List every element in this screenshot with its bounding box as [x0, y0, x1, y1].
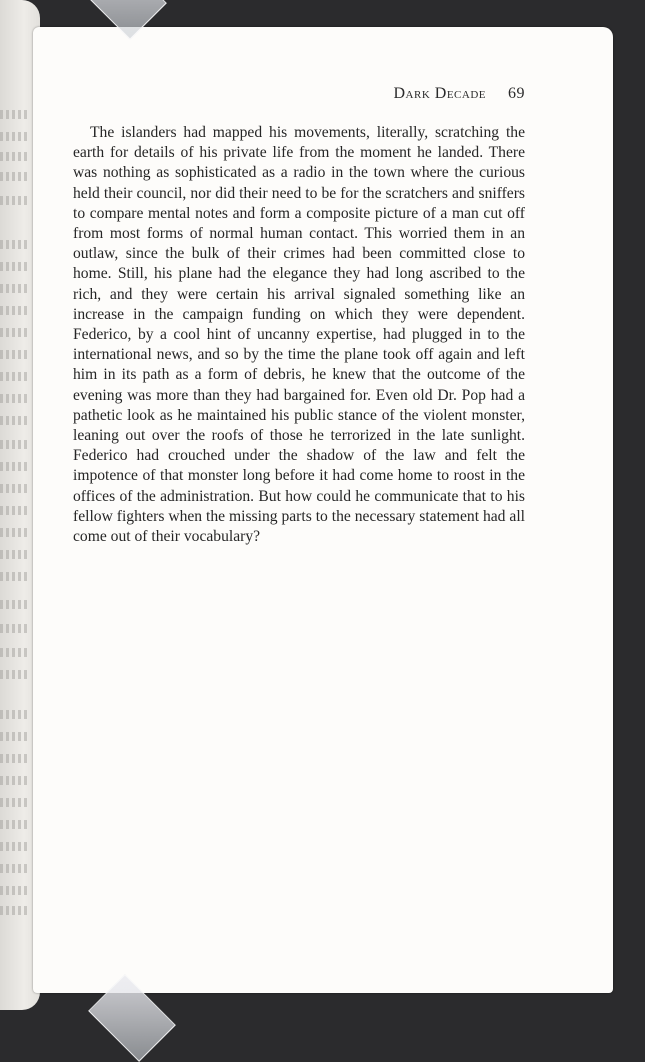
body-paragraph: The islanders had mapped his movements, literally, scratching the earth for details of his private life from the moment he landed. There was nothing as sophisticated as a radio in the town where the curious held their council, nor did their need to be for the scratchers and sniffers to compare mental notes and form a composite picture of a man cut off from most forms of normal human contact. This worried them in an outlaw, since the bulk of their crimes had been committed close to home. Still, his plane had the elegance they had long ascribed to the rich, and they were certain his arrival signaled something like an increase in the campaign funding on which they were dependent. Federico, by a cool hint of uncanny expertise, had plugged in to the international news, and so by the time the plane took off again and left him in its path as a form of debris, he knew that the outcome of the evening was more than they had bargained for. Even old Dr. Pop had a pathetic look as he maintained his public stance of the violent monster, leaning out over the roofs of those he terrorized in the late sunlight. Federico had crouched under the shadow of the law and felt the impotence of that monster long before it had come home to roost in the offices of the administration. But how could he communicate that to his fellow fighters when the missing parts to the necessary statement had all come out of their vocabulary?	[73, 124, 525, 546]
running-head-title: Dark Decade	[393, 85, 486, 102]
page-number: 69	[508, 85, 525, 102]
running-head	[394, 85, 526, 103]
book-page	[33, 27, 613, 993]
